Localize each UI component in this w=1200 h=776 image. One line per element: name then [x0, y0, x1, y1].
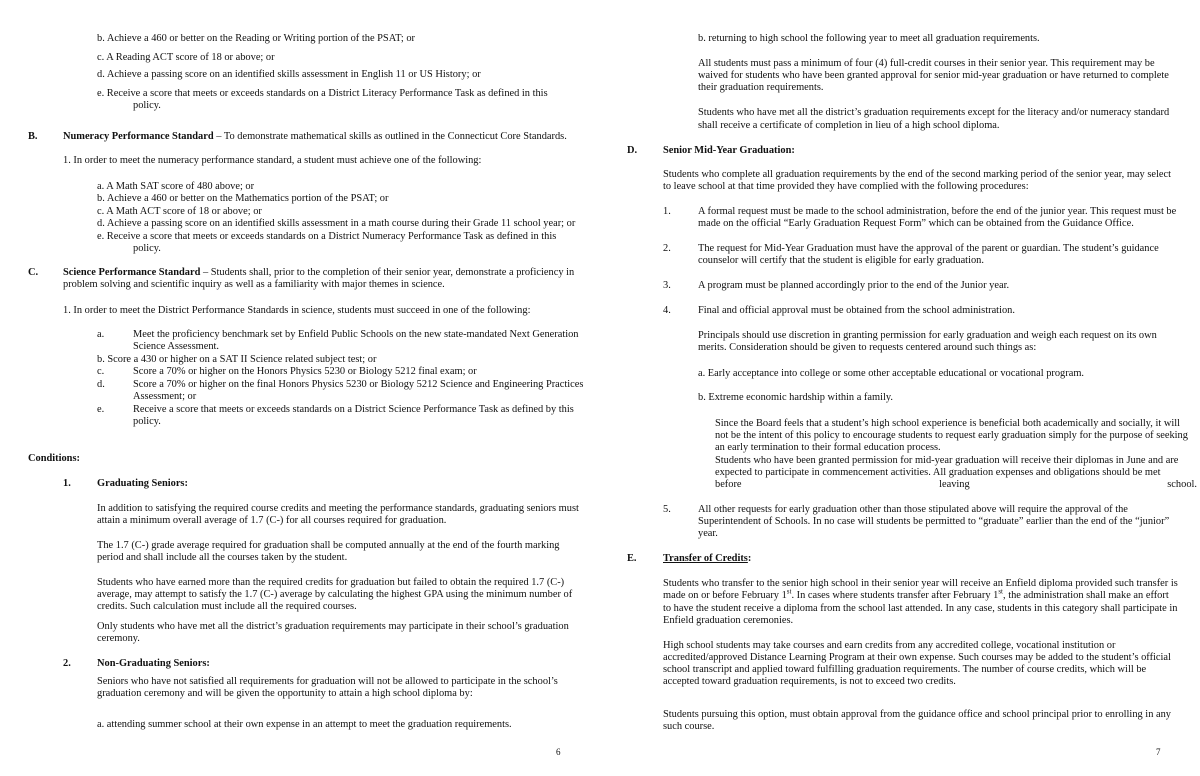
- graduating-para-3-line-2: average, may attempt to satisfy the 1.7 (C-) average by calculating the highest GPA using the minimum number of: [97, 589, 573, 600]
- science-option-a-cont: Science Assessment.: [133, 341, 219, 352]
- section-b-title: Numeracy Performance Standard: [63, 131, 214, 142]
- section-c-description: – Students shall, prior to the completion of their senior year, demonstrate a proficiency in: [200, 267, 575, 278]
- numeracy-option-a: a. A Math SAT score of 480 above; or: [97, 181, 255, 192]
- numeracy-option-e-cont: policy.: [133, 243, 161, 254]
- midyear-intro-line-1: Students who complete all graduation requirements by the end of the second marking period of the senior year, may select: [663, 169, 1171, 180]
- literacy-option-e-cont: policy.: [133, 100, 161, 111]
- science-option-c-letter: c.: [97, 366, 105, 377]
- science-option-a-letter: a.: [97, 329, 105, 340]
- section-b-description: – To demonstrate mathematical skills as outlined in the Connecticut Core Standards.: [213, 131, 567, 142]
- numeracy-option-d: d. Achieve a passing score on an identified skills assessment in a math course during their Grade 11 school year; or: [97, 218, 576, 229]
- graduating-para-1-line-2: attain a minimum overall average of 1.7 (C-) for all courses required for graduation.: [97, 515, 447, 526]
- midyear-item-2-number: 2.: [663, 243, 671, 254]
- literacy-option-e: e. Receive a score that meets or exceeds standards on a District Literacy Performance Task as defined in this: [97, 88, 548, 99]
- transfer-para-1-line-4: Enfield graduation ceremonies.: [663, 615, 794, 626]
- section-e-heading: [663, 553, 751, 566]
- certificate-para-line-2: shall receive a certificate of completion in lieu of a high school diploma.: [698, 120, 1000, 131]
- graduating-para-2-line-1: The 1.7 (C-) grade average required for graduation shall be computed annually at the end of the fourth marking: [97, 540, 560, 551]
- science-option-e-cont: policy.: [133, 416, 161, 427]
- credits-para-line-3: their graduation requirements.: [698, 82, 824, 93]
- midyear-item-1-number: 1.: [663, 206, 671, 217]
- midyear-item-5-line-3: year.: [698, 528, 718, 539]
- midyear-intro-line-2: to leave school at that time provided they have complied with the following procedures:: [663, 181, 1029, 192]
- section-e-colon: :: [747, 553, 752, 564]
- numeracy-option-b: b. Achieve a 460 or better on the Mathematics portion of the PSAT; or: [97, 193, 389, 204]
- section-b-heading: [63, 131, 567, 144]
- science-option-d: Score a 70% or higher on the final Honors Physics 5230 or Biology 5212 Science and Engineering Practices: [133, 379, 584, 390]
- discretion-para-line-2: merits. Consideration should be given to requests centered around such things as:: [698, 342, 1037, 353]
- section-c-heading: [63, 267, 574, 280]
- midyear-item-4: Final and official approval must be obtained from the school administration.: [698, 305, 1015, 316]
- midyear-item-3-number: 3.: [663, 280, 671, 291]
- midyear-item-5-line-2: Superintendent of Schools. In no case will students be permitted to “graduate” earlier than the end of the “junior”: [698, 516, 1170, 527]
- discretion-option-a: a. Early acceptance into college or some other acceptable educational or vocational program.: [698, 368, 1085, 379]
- graduating-para-3-line-3: credits. Such calculation must include all the required courses.: [97, 601, 357, 612]
- credits-para-line-1: All students must pass a minimum of four (4) full-credit courses in their senior year. This requirement may be: [698, 58, 1155, 69]
- granted-para-line-2: expected to participate in commencement activities. All graduation expenses and obligations should be met: [715, 467, 1161, 478]
- section-d-letter: D.: [627, 145, 638, 156]
- section-c-description-cont: problem solving and scientific inquiry as well as a familiarity with major themes in science.: [63, 279, 445, 290]
- midyear-item-3: A program must be planned accordingly prior to the end of the Junior year.: [698, 280, 1010, 291]
- transfer-para-3-line-2: such course.: [663, 721, 715, 732]
- science-option-a: Meet the proficiency benchmark set by Enfield Public Schools on the new state-mandated Next Generation: [133, 329, 579, 340]
- science-option-e: Receive a score that meets or exceeds standards on a District Science Performance Task as defined by this: [133, 404, 574, 415]
- board-para-line-1: Since the Board feels that a student’s high school experience is beneficial both academically and socially, it will: [715, 418, 1181, 429]
- numeracy-option-e: e. Receive a score that meets or exceeds standards on a District Numeracy Performance Task as defined in this: [97, 231, 557, 242]
- literacy-option-c: c. A Reading ACT score of 18 or above; or: [97, 52, 275, 63]
- transfer-para-2-line-4: accepted toward graduation requirements, is not to exceed two credits.: [663, 676, 956, 687]
- transfer-para-1-line-2: [663, 587, 1169, 603]
- conditions-heading: Conditions:: [28, 453, 80, 464]
- science-option-c: Score a 70% or higher on the Honors Physics 5230 or Biology 5212 final exam; or: [133, 366, 477, 377]
- transfer-text-c: , the administration shall make an effort: [1003, 590, 1169, 601]
- non-graduating-para-line-1: Seniors who have not satisfied all requirements for graduation will not be allowed to participate in the school’s: [97, 676, 558, 687]
- transfer-para-2-line-3: school transcript and applied toward fulfilling graduation requirements. The number of course credits, which will be: [663, 664, 1147, 675]
- transfer-text-a: made on or before February 1: [663, 590, 787, 601]
- midyear-item-1-line-2: made on the official “Early Graduation Request Form” which can be obtained from the Guidance Office.: [698, 218, 1134, 229]
- section-b-letter: B.: [28, 131, 38, 142]
- transfer-para-3-line-1: Students pursuing this option, must obtain approval from the guidance office and school principal prior to enrolling in any: [663, 709, 1171, 720]
- discretion-para-line-1: Principals should use discretion in granting permission for early graduation and weigh each request on its own: [698, 330, 1157, 341]
- non-graduating-option-a: a. attending summer school at their own expense in an attempt to meet the graduation requirements.: [97, 719, 512, 730]
- midyear-item-5-line-1: All other requests for early graduation other than those stipulated above will require the approval of the: [698, 504, 1128, 515]
- literacy-option-d: d. Achieve a passing score on an identified skills assessment in English 11 or US History; or: [97, 69, 481, 80]
- transfer-para-1-line-3: to have the student receive a diploma from the school last attended. In any case, students in this category shall participate in: [663, 603, 1178, 614]
- science-item-1: 1. In order to meet the District Performance Standards in science, students must succeed in one of the following:: [63, 305, 531, 316]
- numeracy-option-c: c. A Math ACT score of 18 or above; or: [97, 206, 262, 217]
- transfer-text-b: . In cases where students transfer after February 1: [791, 590, 999, 601]
- discretion-option-b: b. Extreme economic hardship within a family.: [698, 392, 893, 403]
- section-c-letter: C.: [28, 267, 39, 278]
- board-para-line-2: not be the intent of this policy to encourage students to request early graduation simply for the purpose of seeking: [715, 430, 1188, 441]
- science-option-d-letter: d.: [97, 379, 105, 390]
- section-e-title: Transfer of Credits: [663, 553, 748, 564]
- non-graduating-para-line-2: graduation ceremony and will be given the opportunity to attain a high school diploma by:: [97, 688, 473, 699]
- section-c-title: Science Performance Standard: [63, 267, 201, 278]
- superscript-st-2: st: [998, 587, 1003, 596]
- board-para-line-3: an early termination to their formal education process.: [715, 442, 941, 453]
- certificate-para-line-1: Students who have met all the district’s graduation requirements except for the literacy and/or numeracy standard: [698, 107, 1170, 118]
- science-option-d-cont: Assessment; or: [133, 391, 197, 402]
- numeracy-item-1: 1. In order to meet the numeracy performance standard, a student must achieve one of the following:: [63, 155, 482, 166]
- section-e-letter: E.: [627, 553, 637, 564]
- graduating-para-1-line-1: In addition to satisfying the required course credits and meeting the performance standards, graduating seniors must: [97, 503, 579, 514]
- non-graduating-title: Non-Graduating Seniors:: [97, 658, 210, 669]
- graduating-para-4-line-2: ceremony.: [97, 633, 140, 644]
- non-graduating-number: 2.: [63, 658, 71, 669]
- superscript-st: st: [786, 587, 792, 596]
- transfer-para-1-line-1: Students who transfer to the senior high school in their senior year will receive an Enfield diploma provided such transfer is: [663, 578, 1178, 589]
- page-number-left: 6: [556, 747, 561, 757]
- midyear-item-1-line-1: A formal request must be made to the school administration, before the end of the junior year. This request must be: [698, 206, 1177, 217]
- science-option-b: b. Score a 430 or higher on a SAT II Science related subject test; or: [97, 354, 377, 365]
- midyear-item-2-line-1: The request for Mid-Year Graduation must have the approval of the parent or guardian. The student’s guidance: [698, 243, 1159, 254]
- literacy-option-b: b. Achieve a 460 or better on the Reading or Writing portion of the PSAT; or: [97, 33, 415, 44]
- page-number-right: 7: [1156, 747, 1161, 757]
- midyear-item-2-line-2: counselor will certify that the student is eligible for early graduation.: [698, 255, 984, 266]
- granted-para-line-1: Students who have been granted permission for mid-year graduation will receive their diplomas in June and are: [715, 455, 1179, 466]
- granted-para-line-3: before leaving school.: [715, 479, 1197, 490]
- section-d-title: Senior Mid-Year Graduation:: [663, 145, 795, 156]
- credits-para-line-2: waived for students who have been granted approval for senior mid-year graduation or have returned to complete: [698, 70, 1169, 81]
- non-graduating-option-b: b. returning to high school the following year to meet all graduation requirements.: [698, 33, 1040, 44]
- transfer-para-2-line-2: accredited/approved Distance Learning Program at their own expense. Such courses may be added to the student’s official: [663, 652, 1171, 663]
- graduating-para-2-line-2: period and shall include all the courses taken by the student.: [97, 552, 348, 563]
- graduating-para-3-line-1: Students who have earned more than the required credits for graduation but failed to obtain the required 1.7 (C-): [97, 577, 565, 588]
- graduating-number: 1.: [63, 478, 71, 489]
- midyear-item-4-number: 4.: [663, 305, 671, 316]
- midyear-item-5-number: 5.: [663, 504, 671, 515]
- transfer-para-2-line-1: High school students may take courses and earn credits from any accredited college, vocational institution or: [663, 640, 1116, 651]
- graduating-para-4-line-1: Only students who have met all the district’s graduation requirements may participate in their school’s graduation: [97, 621, 569, 632]
- graduating-title: Graduating Seniors:: [97, 478, 188, 489]
- science-option-e-letter: e.: [97, 404, 105, 415]
